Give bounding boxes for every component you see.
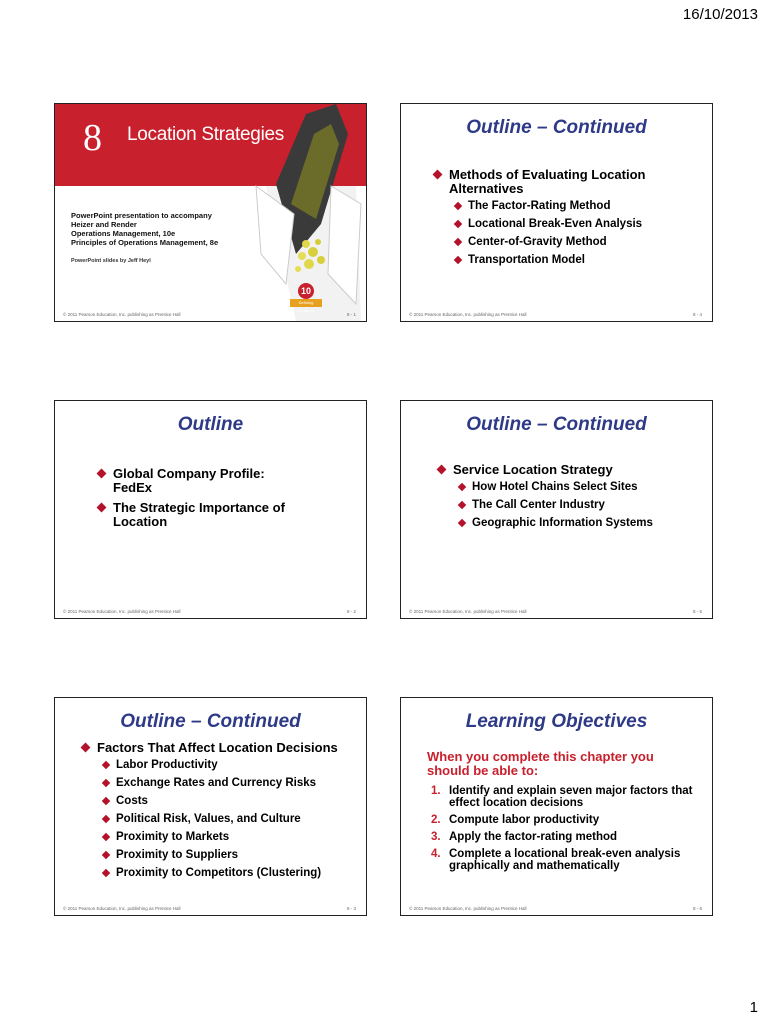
- bullet-item: The Strategic Importance of Location: [97, 501, 307, 529]
- chapter-number: 8: [83, 117, 102, 159]
- sub-bullet-list: [458, 481, 702, 530]
- sub-bullet-list: [454, 200, 698, 267]
- cover-text: [71, 211, 218, 247]
- slide-footer: © 2011 Pearson Education, Inc. publishing as Prentice Hall: [63, 906, 181, 911]
- slide-number: 8 - 4: [692, 312, 702, 317]
- slide-outline-continued-methods: [400, 103, 713, 322]
- objective-number: 2.: [431, 814, 441, 826]
- bullet-list: [81, 741, 361, 886]
- sub-bullet-item: Geographic Information Systems: [458, 517, 702, 530]
- cover-line: Heizer and Render: [71, 220, 137, 229]
- slide-title: Outline: [177, 414, 244, 435]
- page-number: 1: [749, 999, 758, 1016]
- bullet-list: [97, 467, 307, 535]
- slide-number: 8 - 3: [346, 906, 356, 911]
- bullet-item: [433, 168, 698, 267]
- slide-number: 8 - 5: [692, 609, 702, 614]
- sub-bullet-item: Costs: [102, 795, 361, 808]
- objective-number: 1.: [431, 785, 441, 797]
- bullet-list: [437, 463, 702, 536]
- objective-text: Identify and explain seven major factors that effect location decisions: [449, 785, 693, 809]
- slide-number: 8 - 6: [692, 906, 702, 911]
- objective-item: [431, 814, 701, 826]
- bullet-text: Service Location Strategy: [453, 462, 613, 477]
- slide-footer: © 2011 Pearson Education, Inc. publishing as Prentice Hall: [63, 312, 181, 317]
- slide-cover: [54, 103, 367, 322]
- objective-item: [431, 785, 701, 809]
- sub-bullet-item: Proximity to Suppliers: [102, 849, 361, 862]
- bullet-item: [81, 741, 361, 880]
- sub-bullet-item: The Factor-Rating Method: [454, 200, 698, 213]
- slide-number: 8 - 2: [346, 609, 356, 614]
- sub-bullet-item: Locational Break-Even Analysis: [454, 218, 698, 231]
- badge-number: 10: [298, 283, 314, 299]
- bullet-text: Methods of Evaluating Location Alternatives: [449, 167, 646, 196]
- sub-bullet-item: Exchange Rates and Currency Risks: [102, 777, 361, 790]
- bullet-list: [433, 168, 698, 273]
- page-date: 16/10/2013: [682, 6, 758, 23]
- sub-bullet-item: Proximity to Markets: [102, 831, 361, 844]
- slide-title: Outline – Continued: [466, 414, 647, 435]
- objective-number: 4.: [431, 848, 441, 860]
- sub-bullet-item: The Call Center Industry: [458, 499, 702, 512]
- slide-title: Location Strategies: [127, 124, 284, 145]
- cover-line: Principles of Operations Management, 8e: [71, 238, 219, 247]
- cover-credit: PowerPoint slides by Jeff Heyl: [71, 258, 151, 264]
- objective-text: Complete a locational break-even analysis graphically and mathematically: [449, 848, 681, 872]
- bullet-item: [437, 463, 702, 530]
- cover-line: PowerPoint presentation to accompany: [71, 211, 212, 220]
- cover-line: Operations Management, 10e: [71, 229, 176, 238]
- sub-bullet-item: Labor Productivity: [102, 759, 361, 772]
- objectives-list: [431, 785, 701, 877]
- bullet-text: Factors That Affect Location Decisions: [97, 740, 338, 755]
- objective-text: Apply the factor-rating method: [449, 831, 618, 843]
- sub-bullet-item: How Hotel Chains Select Sites: [458, 481, 702, 494]
- slide-outline-continued-service: [400, 400, 713, 619]
- slide-footer: © 2011 Pearson Education, Inc. publishing as Prentice Hall: [63, 609, 181, 614]
- slide-footer: © 2011 Pearson Education, Inc. publishing as Prentice Hall: [409, 906, 527, 911]
- objectives-intro: When you complete this chapter you should be able to:: [427, 749, 654, 778]
- slide-footer: © 2011 Pearson Education, Inc. publishing as Prentice Hall: [409, 312, 527, 317]
- slide-title: Outline – Continued: [120, 711, 301, 732]
- slide-number: 8 - 1: [346, 312, 356, 317]
- slide-footer: © 2011 Pearson Education, Inc. publishing as Prentice Hall: [409, 609, 527, 614]
- sub-bullet-item: Transportation Model: [454, 254, 698, 267]
- objective-item: [431, 848, 701, 872]
- sub-bullet-item: Center-of-Gravity Method: [454, 236, 698, 249]
- bullet-item: Global Company Profile: FedEx: [97, 467, 307, 495]
- sub-bullet-item: Political Risk, Values, and Culture: [102, 813, 361, 826]
- slide-learning-objectives: [400, 697, 713, 916]
- slide-title: Learning Objectives: [465, 711, 648, 732]
- sub-bullet-list: [102, 759, 361, 880]
- slide-title: Outline – Continued: [466, 117, 647, 138]
- objective-number: 3.: [431, 831, 441, 843]
- slide-outline: [54, 400, 367, 619]
- slide-outline-continued-factors: [54, 697, 367, 916]
- badge-text: Defining Decisions: [290, 299, 322, 307]
- sub-bullet-item: Proximity to Competitors (Clustering): [102, 867, 361, 880]
- objective-text: Compute labor productivity: [449, 814, 600, 826]
- decisions-badge: [290, 283, 322, 313]
- objective-item: [431, 831, 701, 843]
